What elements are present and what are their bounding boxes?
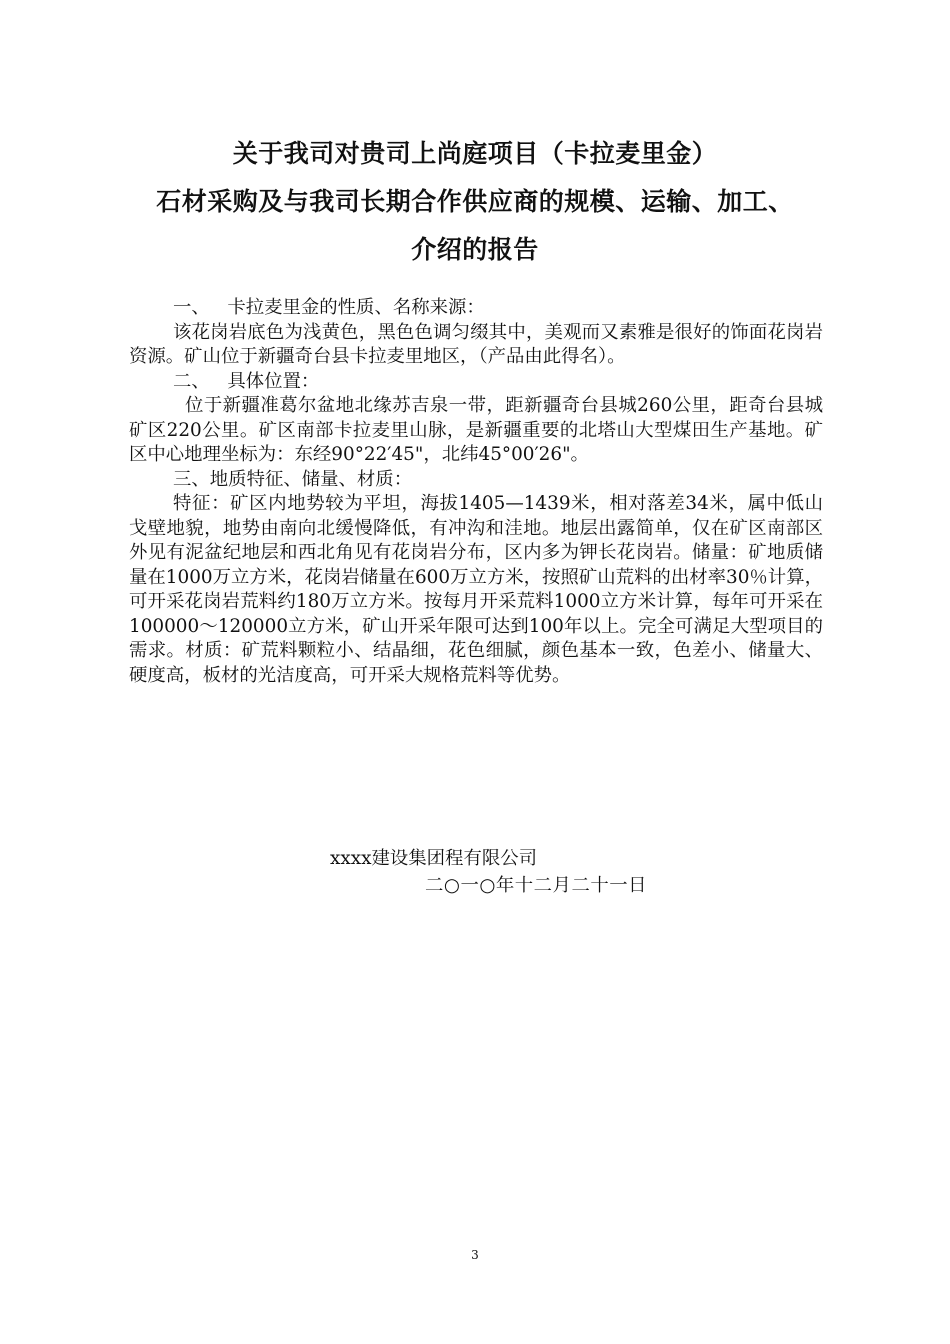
section-body-2: 位于新疆准葛尔盆地北缘苏吉泉一带，距新疆奇台县城260公里，距奇台县城矿区220公里。矿区南部卡拉麦里山脉，是新疆重要的北塔山大型煤田生产基地。矿区中心地理坐标为：东经90°22′45"，北纬45°00′26"。	[129, 395, 823, 465]
section-body-3: 特征：矿区内地势较为平坦，海拔1405—1439米，相对落差34米，属中低山戈壁地貌，地势由南向北缓慢降低，有冲沟和洼地。地层出露简单，仅在矿区南部区外见有泥盆纪地层和西北角见有花岗岩分布，区内多为钾长花岗岩。储量：矿地质储量在1000万立方米，花岗岩储量在600万立方米，按照矿山荒料的出材率30％计算，可开采花岗岩荒料约180万立方米。按每月开采荒料1000立方米计算，每年可开采在100000～120000立方米，矿山开采年限可达到100年以上。完全可满足大型项目的需求。材质：矿荒料颗粒小、结晶细，花色细腻，颜色基本一致，色差小、储量大、硬度高，板材的光洁度高，可开采大规格荒料等优势。	[129, 493, 823, 686]
section-heading-2: 二、 具体位置：	[173, 370, 320, 392]
report-body	[129, 296, 823, 688]
page-number: 3	[471, 1248, 479, 1262]
title-line-1: 关于我司对贵司上尚庭项目（卡拉麦里金）	[232, 139, 718, 168]
section-heading-3: 三、地质特征、储量、材质：	[173, 468, 413, 490]
title-line-2: 石材采购及与我司长期合作供应商的规模、运输、加工、	[156, 187, 794, 216]
section-heading-1: 一、 卡拉麦里金的性质、名称来源：	[173, 297, 485, 318]
title-line-3: 介绍的报告	[411, 235, 539, 264]
report-title	[110, 130, 840, 274]
signature-date: 二○一○年十二月二十一日	[425, 875, 648, 896]
signature-company: xxxx建设集团程有限公司	[330, 848, 538, 869]
section-body-1: 该花岗岩底色为浅黄色，黑色色调匀缀其中，美观而又素雅是很好的饰面花岗岩资源。矿山位于新疆奇台县卡拉麦里地区，（产品由此得名）。	[129, 321, 823, 367]
